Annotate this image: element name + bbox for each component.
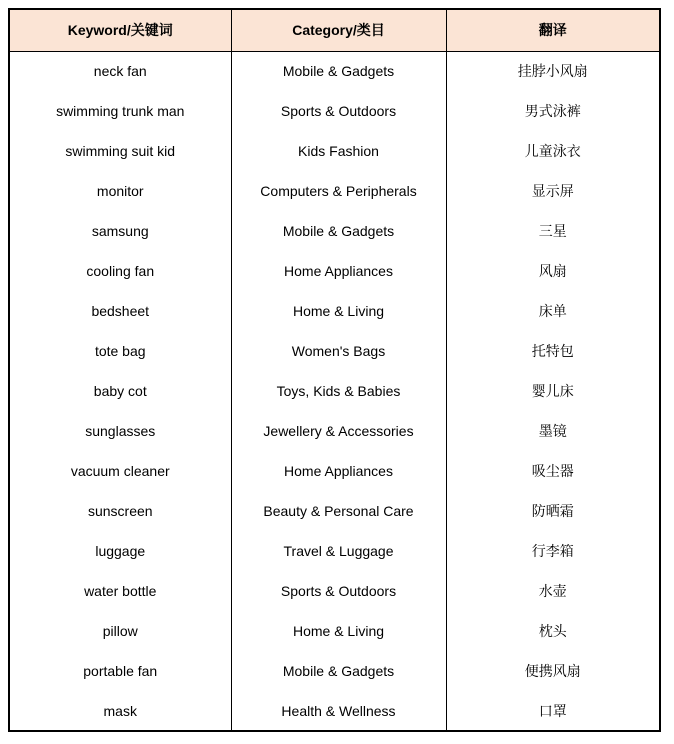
category-cell: Women's Bags (231, 331, 446, 371)
translation-cell: 水壶 (446, 571, 660, 611)
keyword-cell: pillow (9, 611, 231, 651)
category-cell: Travel & Luggage (231, 531, 446, 571)
category-cell: Kids Fashion (231, 131, 446, 171)
category-cell: Home Appliances (231, 251, 446, 291)
table-row (9, 91, 660, 131)
keyword-cell: tote bag (9, 331, 231, 371)
keyword-cell: monitor (9, 171, 231, 211)
table-row (9, 651, 660, 691)
category-cell: Jewellery & Accessories (231, 411, 446, 451)
keyword-cell: swimming suit kid (9, 131, 231, 171)
category-cell: Home Appliances (231, 451, 446, 491)
translation-cell: 便携风扇 (446, 651, 660, 691)
translation-cell: 挂脖小风扇 (446, 51, 660, 91)
keyword-cell: cooling fan (9, 251, 231, 291)
keyword-cell: water bottle (9, 571, 231, 611)
table-row (9, 371, 660, 411)
category-cell: Home & Living (231, 291, 446, 331)
category-cell: Home & Living (231, 611, 446, 651)
header-keyword: Keyword/关键词 (9, 9, 231, 51)
keyword-cell: bedsheet (9, 291, 231, 331)
translation-cell: 风扇 (446, 251, 660, 291)
translation-cell: 显示屏 (446, 171, 660, 211)
keyword-cell: baby cot (9, 371, 231, 411)
category-cell: Beauty & Personal Care (231, 491, 446, 531)
table-row (9, 411, 660, 451)
translation-cell: 婴儿床 (446, 371, 660, 411)
table-row (9, 211, 660, 251)
keyword-cell: neck fan (9, 51, 231, 91)
table-row (9, 251, 660, 291)
translation-cell: 墨镜 (446, 411, 660, 451)
keyword-cell: mask (9, 691, 231, 731)
category-cell: Sports & Outdoors (231, 91, 446, 131)
category-cell: Sports & Outdoors (231, 571, 446, 611)
translation-cell: 男式泳裤 (446, 91, 660, 131)
table-row (9, 451, 660, 491)
category-cell: Health & Wellness (231, 691, 446, 731)
keyword-cell: vacuum cleaner (9, 451, 231, 491)
keyword-cell: samsung (9, 211, 231, 251)
category-cell: Mobile & Gadgets (231, 211, 446, 251)
header-category: Category/类目 (231, 9, 446, 51)
table-row (9, 51, 660, 91)
table-row (9, 691, 660, 731)
translation-cell: 吸尘器 (446, 451, 660, 491)
table-row (9, 491, 660, 531)
keyword-cell: swimming trunk man (9, 91, 231, 131)
table-row (9, 131, 660, 171)
table-row (9, 531, 660, 571)
category-cell: Mobile & Gadgets (231, 51, 446, 91)
table-row (9, 611, 660, 651)
translation-cell: 床单 (446, 291, 660, 331)
keyword-table (8, 8, 661, 732)
category-cell: Toys, Kids & Babies (231, 371, 446, 411)
keyword-cell: sunscreen (9, 491, 231, 531)
table-body (9, 51, 660, 731)
keyword-cell: luggage (9, 531, 231, 571)
table-row (9, 571, 660, 611)
keyword-table-container (8, 8, 661, 732)
keyword-cell: sunglasses (9, 411, 231, 451)
table-row (9, 291, 660, 331)
category-cell: Mobile & Gadgets (231, 651, 446, 691)
header-translation: 翻译 (446, 9, 660, 51)
table-row (9, 171, 660, 211)
table-row (9, 331, 660, 371)
translation-cell: 行李箱 (446, 531, 660, 571)
translation-cell: 托特包 (446, 331, 660, 371)
header-row (9, 9, 660, 51)
keyword-cell: portable fan (9, 651, 231, 691)
translation-cell: 防晒霜 (446, 491, 660, 531)
translation-cell: 三星 (446, 211, 660, 251)
translation-cell: 口罩 (446, 691, 660, 731)
translation-cell: 儿童泳衣 (446, 131, 660, 171)
translation-cell: 枕头 (446, 611, 660, 651)
category-cell: Computers & Peripherals (231, 171, 446, 211)
